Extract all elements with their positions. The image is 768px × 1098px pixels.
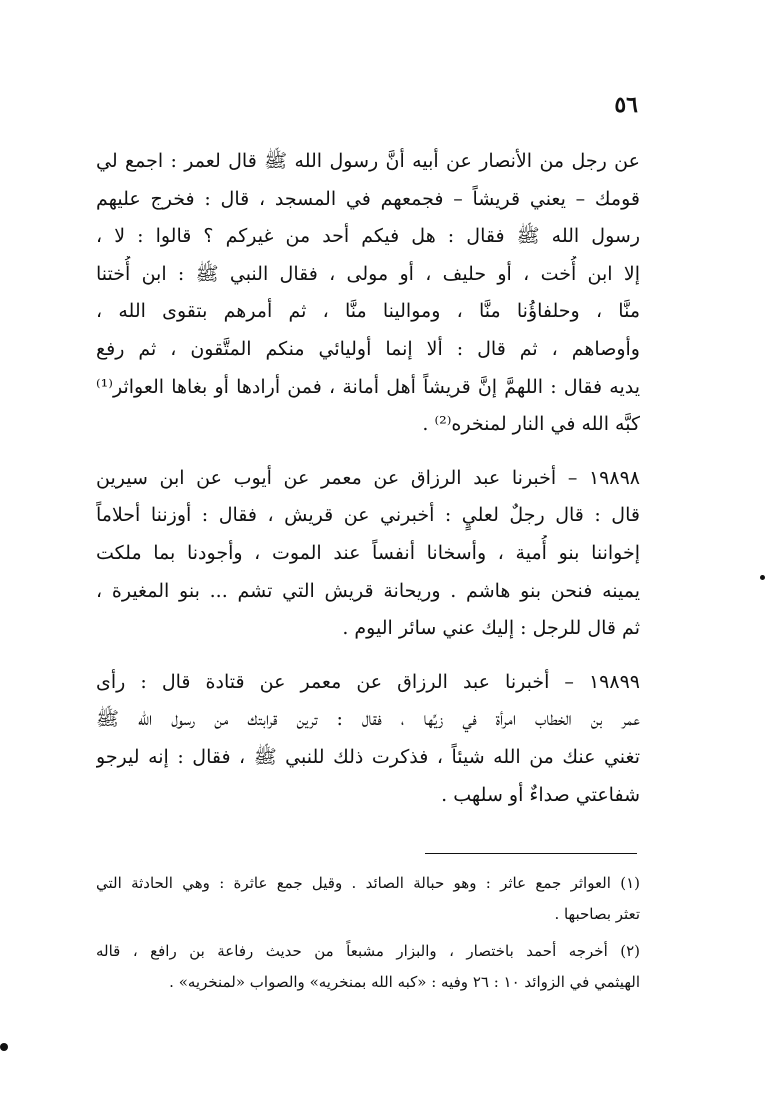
text-line: يديه فقال : اللهمَّ إنَّ قريشاً أهل أمانة ، فمن أرادها أو بغاها العواثر⁽¹⁾	[96, 375, 640, 398]
text-line: إخواننا بنو أُمية ، وأسخانا أنفساً عند الموت ، وأجودنا بما ملكت	[96, 541, 640, 564]
scan-mark-dot	[760, 575, 765, 580]
text-line: قال : قال رجلٌ لعليٍ : أخبرني عن قريش ، فقال : أوزننا أحلاماً	[96, 504, 640, 527]
text-line: ١٩٨٩٩ – أخبرنا عبد الرزاق عن معمر عن قتادة قال : رأى	[96, 670, 640, 693]
footnote-line: تعثر بصاحبها .	[554, 905, 640, 923]
text-line: ١٩٨٩٨ – أخبرنا عبد الرزاق عن معمر عن أيوب عن ابن سيرين	[96, 466, 640, 489]
text-line: رسول الله ﷺ فقال : هل فيكم أحد من غيركم ؟ قالوا : لا ،	[96, 225, 640, 248]
page-number: ٥٦	[614, 92, 638, 118]
text-line: إلا ابن أُخت ، أو حليف ، أو مولى ، فقال النبي ﷺ : ابن أُختنا	[96, 262, 640, 285]
text-line: منَّا ، وحلفاؤُنا منَّا ، وموالينا منَّا ، ثم أمرهم بتقوى الله ،	[96, 300, 640, 323]
paragraph-hadith-19898	[96, 460, 640, 648]
text-line: كبَّه الله في النار لمنخره⁽²⁾ .	[422, 413, 640, 436]
scan-mark-dot	[0, 1043, 8, 1051]
text-line: شفاعتي صداءٌ أو سلهب .	[441, 783, 640, 806]
paragraph-hadith-19899	[96, 664, 640, 814]
text-line: عن رجل من الأنصار عن أبيه أنَّ رسول الله ﷺ قال لعمر : اجمع لي	[96, 150, 640, 172]
footnote-line: الهيثمي في الزوائد ١٠ : ٢٦ وفيه : «كبه الله بمنخريه» والصواب «لمنخريه» .	[169, 973, 640, 991]
footnote-1	[96, 868, 640, 930]
text-line: قومك – يعني قريشاً – فجمعهم في المسجد ، قال : فخرج عليهم	[96, 187, 640, 210]
footnote-line: (٢) أخرجه أحمد باختصار ، والبزار مشبعاً من حديث رفاعة بن رافع ، قاله	[96, 942, 640, 960]
paragraph-hadith-continuation	[96, 143, 640, 444]
footnote-line: (١) العواثر جمع عاثر : وهو حبالة الصائد . وقيل جمع عاثرة : وهي الحادثة التي	[96, 874, 640, 892]
footnotes	[96, 868, 640, 1004]
text-line: تغني عنك من الله شيئاً ، فذكرت ذلك للنبي ﷺ ، فقال : إنه ليرجو	[96, 745, 640, 768]
footnote-2	[96, 936, 640, 998]
footnote-separator	[425, 853, 637, 854]
text-line: يمينه فنحن بنو هاشم . وريحانة قريش التي تشم ... بنو المغيرة ،	[96, 579, 640, 602]
text-line: عمر بن الخطاب امرأة في زيِّها ، فقال : ترين قرابتك من رسول الله ﷺ	[96, 708, 640, 731]
text-line: ثم قال للرجل : إليك عني سائر اليوم .	[342, 617, 640, 640]
text-line: وأوصاهم ، ثم قال : ألا إنما أوليائي منكم المتَّقون ، ثم رفع	[96, 337, 640, 360]
main-text	[96, 143, 640, 830]
